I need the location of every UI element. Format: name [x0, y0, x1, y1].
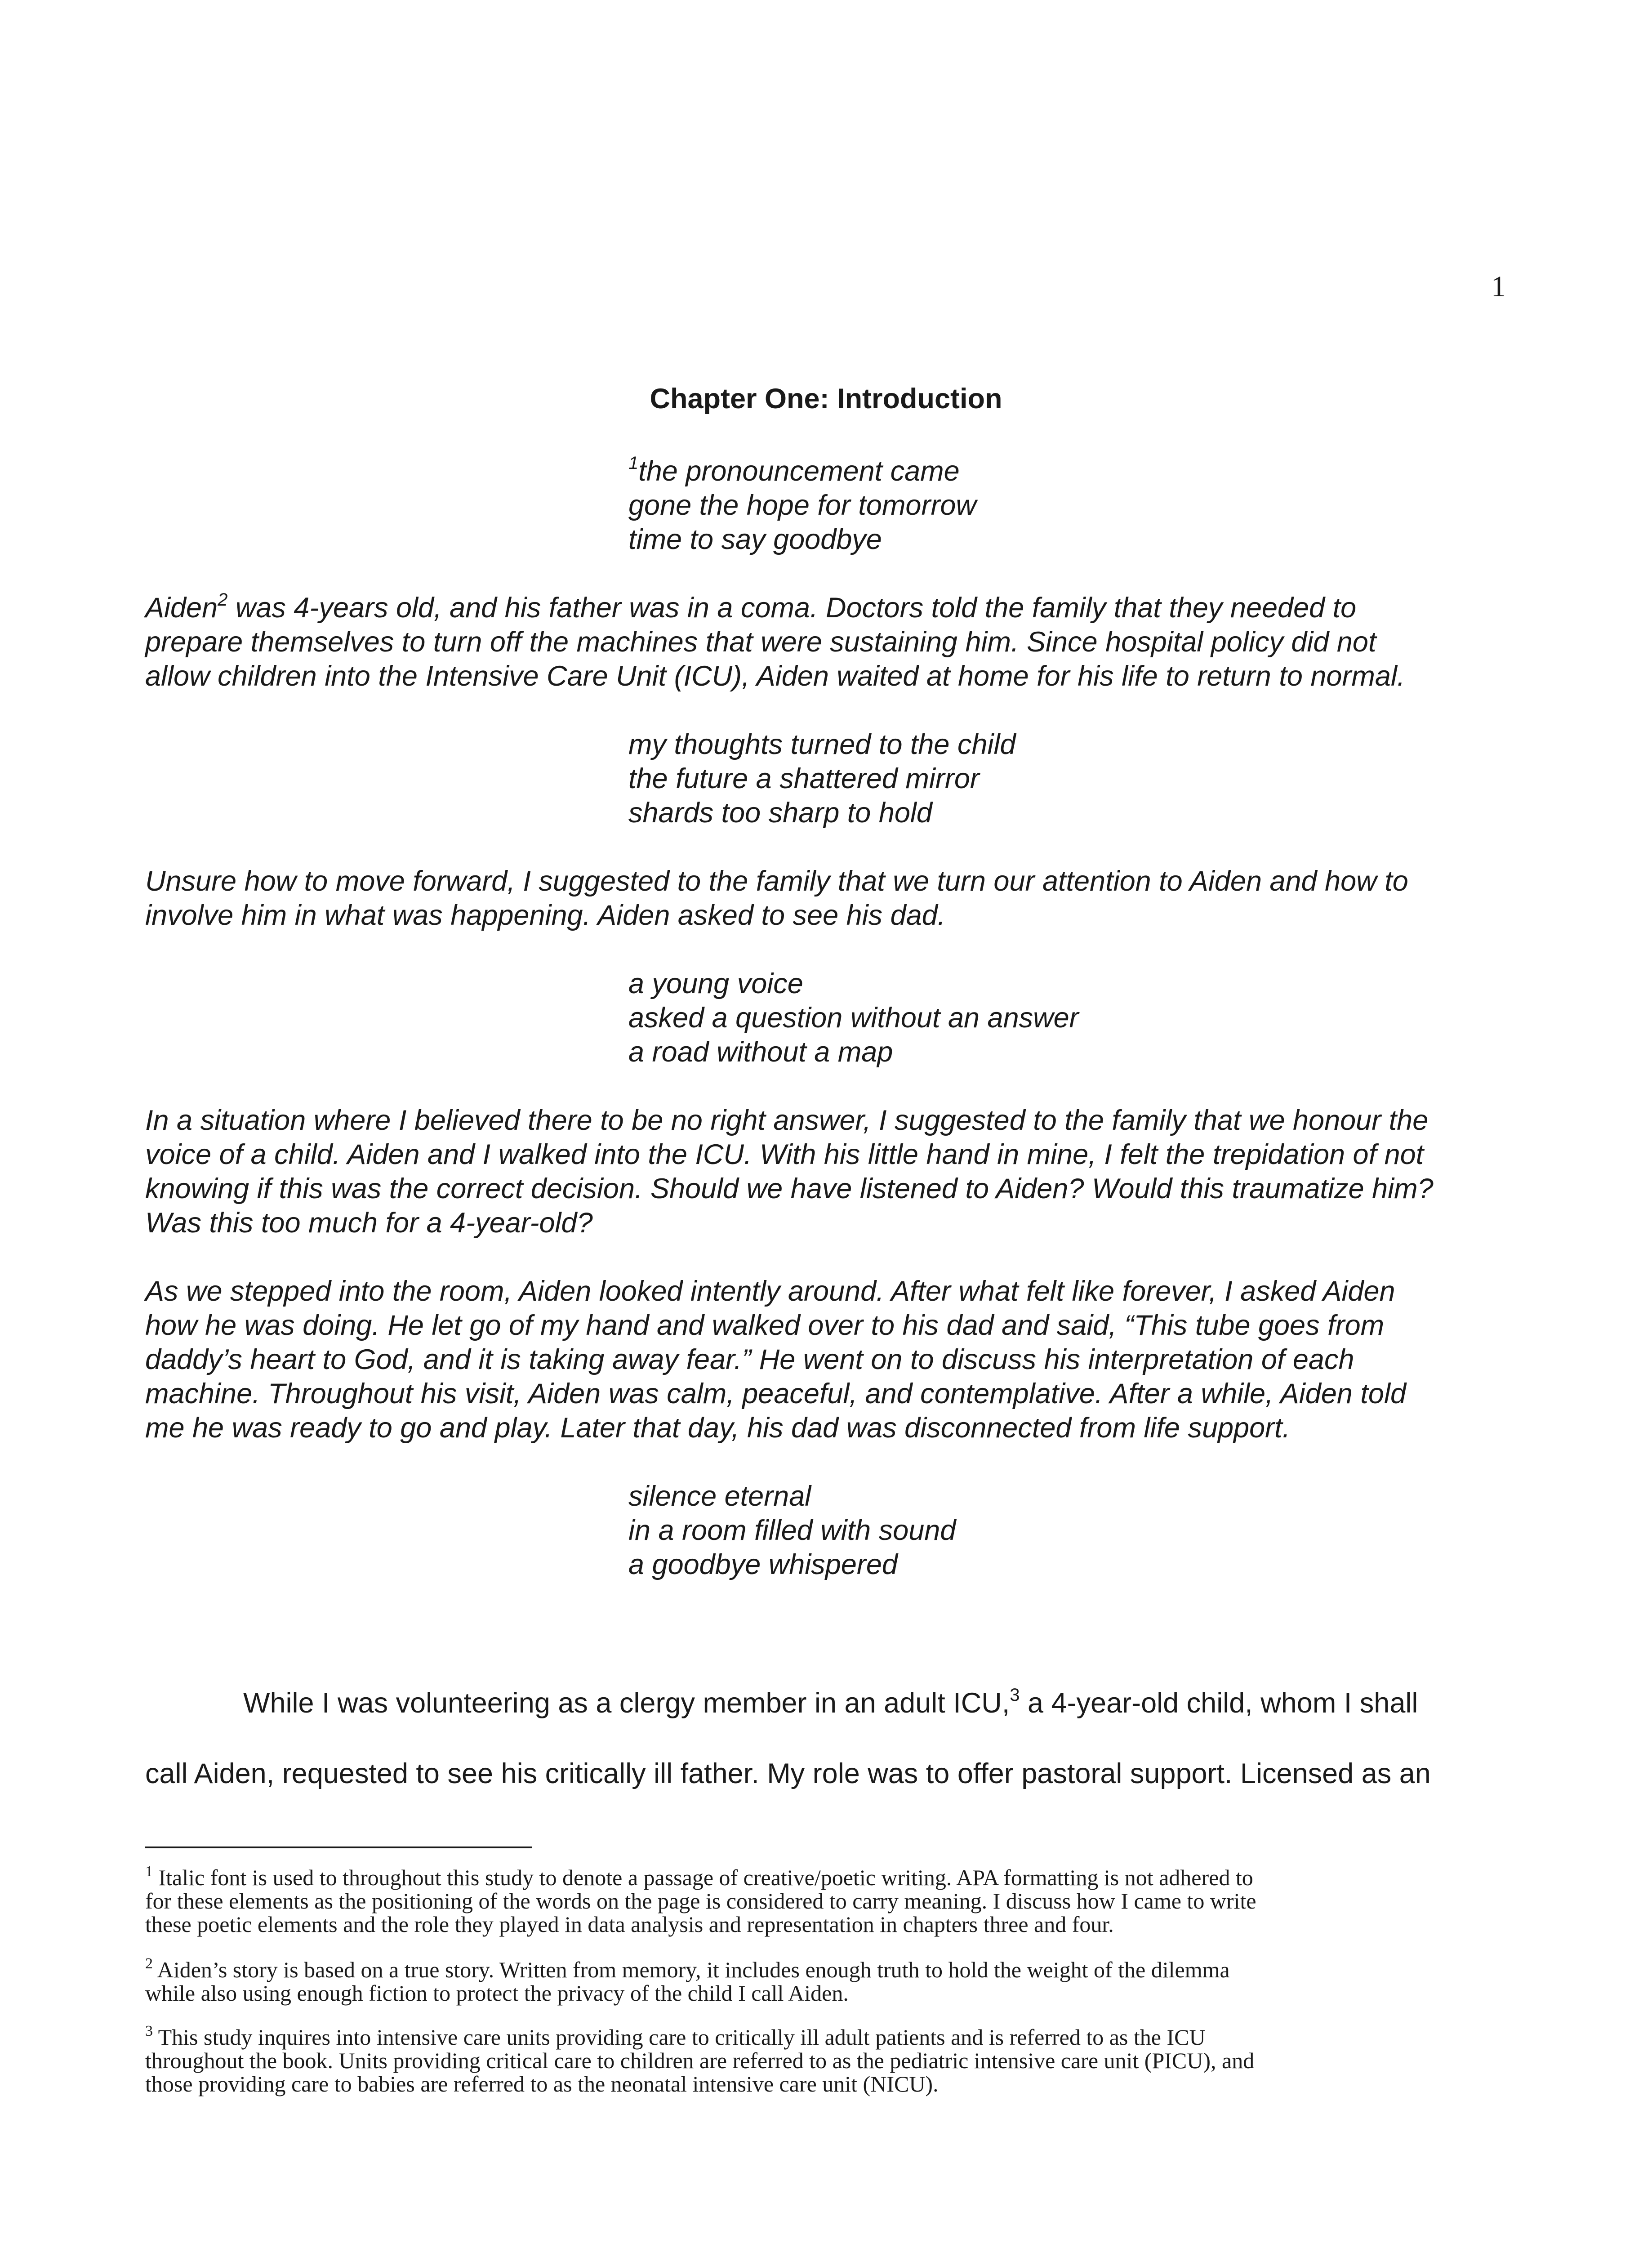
prose-line: how he was doing. He let go of my hand and walked over to his dad and said, “This tube goes from [145, 1310, 1385, 1341]
poem-line: the future a shattered mirror [628, 763, 980, 794]
footnote-marker: 3 [145, 2023, 153, 2039]
poem-line: time to say goodbye [628, 524, 882, 555]
footnote-separator [145, 1847, 532, 1848]
prose-line: Was this too much for a 4-year-old? [145, 1207, 593, 1239]
prose-line: me he was ready to go and play. Later that day, his dad was disconnected from life support. [145, 1412, 1291, 1444]
poem-line: silence eternal [628, 1481, 811, 1512]
body-line: While I was volunteering as a clergy member in an adult ICU,$^3$ a 4-year-old child, whom I shall [243, 1685, 1418, 1719]
footnote-marker: 2 [145, 1955, 153, 1972]
body-paragraph [145, 1686, 1505, 1720]
poem-line: in a room filled with sound [628, 1515, 956, 1546]
poem-stanza-4 [628, 1479, 956, 1582]
footnote-line: while also using enough fiction to protect the privacy of the child I call Aiden. [145, 1980, 849, 2006]
body-paragraph-continued [145, 1757, 1505, 1791]
poem-line: a goodbye whispered [628, 1549, 898, 1580]
footnote-2 [145, 1955, 1512, 2006]
footnote-line: these poetic elements and the role they played in data analysis and representation in chapters three and four. [145, 1912, 1114, 1937]
poem-stanza-1 [628, 454, 976, 557]
footnote-line: $^1$ Italic font is used to throughout this study to denote a passage of creative/poetic writing. APA formatting is not adhered to [145, 1863, 1253, 1890]
footnote-1 [145, 1863, 1512, 1937]
poem-line: my thoughts turned to the child [628, 729, 1016, 760]
footnote-marker: 2 [218, 590, 228, 610]
prose-line: daddy’s heart to God, and it is taking away fear.” He went on to discuss his interpretation of each [145, 1344, 1354, 1375]
footnote-line: $^3$ This study inquires into intensive care units providing care to critically ill adult patients and is referred to as the ICU [145, 2023, 1206, 2050]
chapter-title: Chapter One: Introduction [650, 383, 1002, 415]
body-line: call Aiden, requested to see his critically ill father. My role was to offer pastoral support. Licensed as an [145, 1758, 1431, 1789]
prose-line: allow children into the Intensive Care Unit (ICU), Aiden waited at home for his life to return to normal. [145, 660, 1405, 692]
footnote-line: those providing care to babies are referred to as the neonatal intensive care unit (NICU). [145, 2071, 939, 2096]
footnote-line: throughout the book. Units providing critical care to children are referred to as the pediatric intensive care unit (PICU), and [145, 2048, 1255, 2073]
poem-line: asked a question without an answer [628, 1002, 1079, 1034]
footnote-marker: 1 [628, 453, 639, 473]
footnote-marker: 3 [1010, 1685, 1020, 1705]
prose-line: In a situation where I believed there to be no right answer, I suggested to the family that we honour the [145, 1105, 1429, 1136]
narrative-paragraph-3 [145, 1103, 1505, 1240]
poem-line: $^1$the pronouncement came [628, 453, 960, 487]
prose-line: involve him in what was happening. Aiden asked to see his dad. [145, 900, 946, 931]
page-number: 1 [1491, 270, 1506, 303]
prose-line: Unsure how to move forward, I suggested to the family that we turn our attention to Aiden and how to [145, 865, 1408, 897]
poem-line: shards too sharp to hold [628, 797, 932, 829]
prose-line: Aiden$^2$ was 4-years old, and his father was in a coma. Doctors told the family that they needed to [145, 590, 1357, 624]
footnote-3 [145, 2025, 1512, 2096]
poem-line: a road without a map [628, 1036, 893, 1068]
narrative-paragraph-2 [145, 864, 1505, 932]
footnote-line: $^2$ Aiden’s story is based on a true story. Written from memory, it includes enough truth to hold the weight of the dilemma [145, 1955, 1230, 1982]
narrative-paragraph-4 [145, 1274, 1505, 1445]
footnote-line: for these elements as the positioning of the words on the page is considered to carry meaning. I discuss how I came to write [145, 1888, 1256, 1913]
poem-line: a young voice [628, 968, 803, 999]
prose-line: voice of a child. Aiden and I walked into the ICU. With his little hand in mine, I felt the trepidation of not [145, 1139, 1424, 1170]
narrative-paragraph-1 [145, 591, 1505, 693]
poem-stanza-3 [628, 967, 1079, 1069]
prose-line: knowing if this was the correct decision. Should we have listened to Aiden? Would this traumatize him? [145, 1173, 1434, 1204]
prose-line: machine. Throughout his visit, Aiden was calm, peaceful, and contemplative. After a while, Aiden told [145, 1378, 1406, 1409]
poem-stanza-2 [628, 727, 1016, 830]
prose-line: prepare themselves to turn off the machines that were sustaining him. Since hospital policy did not [145, 626, 1376, 658]
poem-line: gone the hope for tomorrow [628, 490, 976, 521]
footnote-marker: 1 [145, 1863, 153, 1880]
prose-line: As we stepped into the room, Aiden looked intently around. After what felt like forever, I asked Aiden [145, 1276, 1395, 1307]
